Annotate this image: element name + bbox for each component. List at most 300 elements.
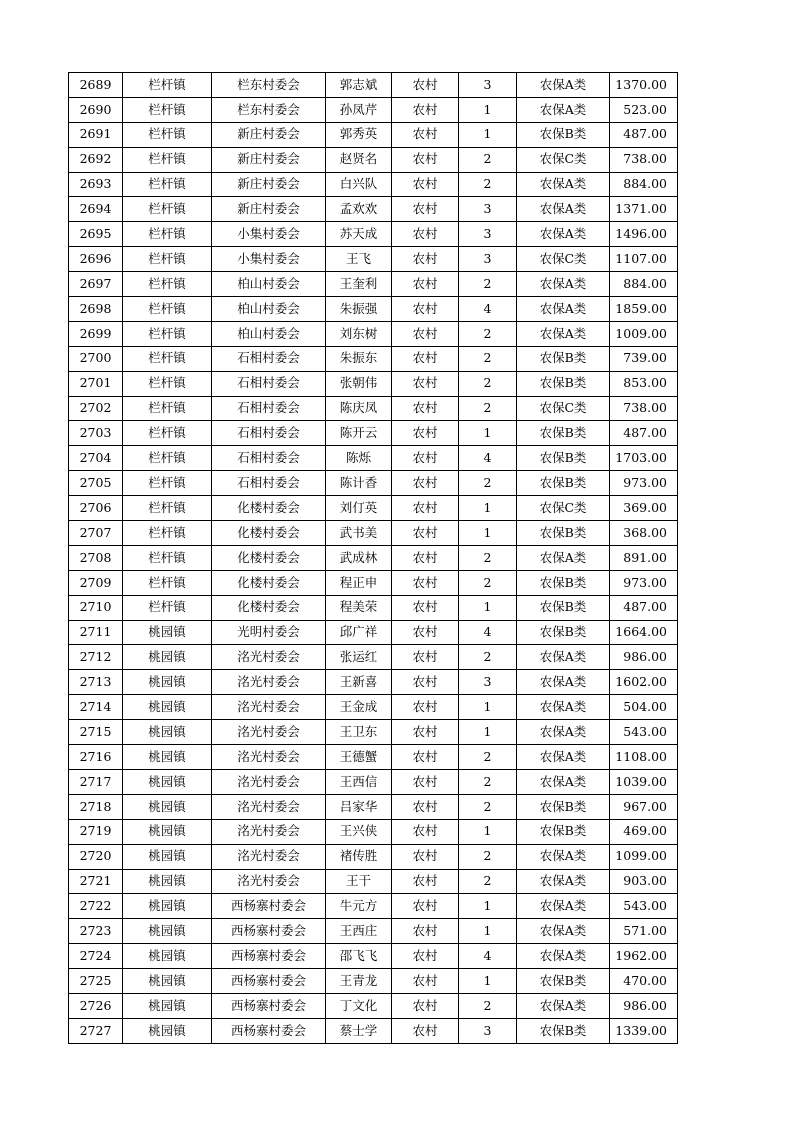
amount-cell: 986.00 xyxy=(610,645,678,670)
household-type-cell: 农村 xyxy=(392,496,459,521)
category-cell: 农保B类 xyxy=(517,794,610,819)
table-row xyxy=(69,346,678,371)
village-cell: 洺光村委会 xyxy=(212,819,326,844)
name-cell: 王干 xyxy=(326,869,392,894)
table-row xyxy=(69,944,678,969)
town-cell: 桃园镇 xyxy=(123,645,212,670)
member-count-cell: 3 xyxy=(459,222,517,247)
village-cell: 洺光村委会 xyxy=(212,695,326,720)
town-cell: 桃园镇 xyxy=(123,745,212,770)
member-count-cell: 2 xyxy=(459,272,517,297)
category-cell: 农保A类 xyxy=(517,769,610,794)
table-row xyxy=(69,272,678,297)
household-type-cell: 农村 xyxy=(392,745,459,770)
town-cell: 栏杆镇 xyxy=(123,297,212,322)
name-cell: 刘仃英 xyxy=(326,496,392,521)
member-count-cell: 1 xyxy=(459,720,517,745)
household-type-cell: 农村 xyxy=(392,545,459,570)
category-cell: 农保A类 xyxy=(517,695,610,720)
town-cell: 桃园镇 xyxy=(123,794,212,819)
category-cell: 农保A类 xyxy=(517,272,610,297)
serial-cell: 2698 xyxy=(69,297,123,322)
household-type-cell: 农村 xyxy=(392,247,459,272)
town-cell: 桃园镇 xyxy=(123,969,212,994)
village-cell: 石相村委会 xyxy=(212,446,326,471)
table-row xyxy=(69,446,678,471)
name-cell: 王新喜 xyxy=(326,670,392,695)
household-type-cell: 农村 xyxy=(392,97,459,122)
table-row xyxy=(69,197,678,222)
category-cell: 农保A类 xyxy=(517,745,610,770)
village-cell: 小集村委会 xyxy=(212,222,326,247)
category-cell: 农保A类 xyxy=(517,919,610,944)
table-row xyxy=(69,869,678,894)
village-cell: 化楼村委会 xyxy=(212,545,326,570)
name-cell: 朱振强 xyxy=(326,297,392,322)
town-cell: 桃园镇 xyxy=(123,869,212,894)
table-row xyxy=(69,969,678,994)
table-row xyxy=(69,371,678,396)
village-cell: 洺光村委会 xyxy=(212,794,326,819)
serial-cell: 2697 xyxy=(69,272,123,297)
member-count-cell: 2 xyxy=(459,371,517,396)
town-cell: 栏杆镇 xyxy=(123,595,212,620)
name-cell: 郭秀英 xyxy=(326,122,392,147)
name-cell: 武书美 xyxy=(326,521,392,546)
village-cell: 小集村委会 xyxy=(212,247,326,272)
household-type-cell: 农村 xyxy=(392,371,459,396)
serial-cell: 2695 xyxy=(69,222,123,247)
category-cell: 农保A类 xyxy=(517,297,610,322)
member-count-cell: 4 xyxy=(459,944,517,969)
name-cell: 蔡士学 xyxy=(326,1018,392,1043)
amount-cell: 973.00 xyxy=(610,471,678,496)
name-cell: 丁文化 xyxy=(326,993,392,1018)
table-row xyxy=(69,919,678,944)
member-count-cell: 1 xyxy=(459,97,517,122)
serial-cell: 2694 xyxy=(69,197,123,222)
amount-cell: 1602.00 xyxy=(610,670,678,695)
table-row xyxy=(69,894,678,919)
category-cell: 农保A类 xyxy=(517,844,610,869)
town-cell: 桃园镇 xyxy=(123,695,212,720)
amount-cell: 1108.00 xyxy=(610,745,678,770)
name-cell: 朱振东 xyxy=(326,346,392,371)
serial-cell: 2690 xyxy=(69,97,123,122)
name-cell: 程正申 xyxy=(326,570,392,595)
table-row xyxy=(69,844,678,869)
town-cell: 桃园镇 xyxy=(123,1018,212,1043)
town-cell: 栏杆镇 xyxy=(123,321,212,346)
member-count-cell: 3 xyxy=(459,670,517,695)
table-row xyxy=(69,521,678,546)
household-type-cell: 农村 xyxy=(392,869,459,894)
village-cell: 洺光村委会 xyxy=(212,844,326,869)
village-cell: 石相村委会 xyxy=(212,346,326,371)
name-cell: 吕家华 xyxy=(326,794,392,819)
category-cell: 农保B类 xyxy=(517,421,610,446)
town-cell: 桃园镇 xyxy=(123,919,212,944)
name-cell: 张运红 xyxy=(326,645,392,670)
member-count-cell: 2 xyxy=(459,645,517,670)
amount-cell: 738.00 xyxy=(610,147,678,172)
category-cell: 农保B类 xyxy=(517,570,610,595)
category-cell: 农保B类 xyxy=(517,521,610,546)
serial-cell: 2717 xyxy=(69,769,123,794)
serial-cell: 2716 xyxy=(69,745,123,770)
village-cell: 新庄村委会 xyxy=(212,172,326,197)
town-cell: 栏杆镇 xyxy=(123,122,212,147)
amount-cell: 1099.00 xyxy=(610,844,678,869)
member-count-cell: 1 xyxy=(459,122,517,147)
village-cell: 化楼村委会 xyxy=(212,570,326,595)
serial-cell: 2714 xyxy=(69,695,123,720)
amount-cell: 891.00 xyxy=(610,545,678,570)
amount-cell: 504.00 xyxy=(610,695,678,720)
table-row xyxy=(69,595,678,620)
amount-cell: 469.00 xyxy=(610,819,678,844)
serial-cell: 2721 xyxy=(69,869,123,894)
amount-cell: 470.00 xyxy=(610,969,678,994)
table-row xyxy=(69,570,678,595)
serial-cell: 2700 xyxy=(69,346,123,371)
village-cell: 柏山村委会 xyxy=(212,297,326,322)
amount-cell: 1859.00 xyxy=(610,297,678,322)
town-cell: 桃园镇 xyxy=(123,720,212,745)
name-cell: 苏天成 xyxy=(326,222,392,247)
serial-cell: 2705 xyxy=(69,471,123,496)
member-count-cell: 2 xyxy=(459,769,517,794)
category-cell: 农保B类 xyxy=(517,122,610,147)
town-cell: 栏杆镇 xyxy=(123,570,212,595)
member-count-cell: 2 xyxy=(459,745,517,770)
household-type-cell: 农村 xyxy=(392,297,459,322)
serial-cell: 2712 xyxy=(69,645,123,670)
table-row xyxy=(69,620,678,645)
table-row xyxy=(69,745,678,770)
serial-cell: 2715 xyxy=(69,720,123,745)
category-cell: 农保A类 xyxy=(517,944,610,969)
village-cell: 新庄村委会 xyxy=(212,147,326,172)
household-type-cell: 农村 xyxy=(392,272,459,297)
amount-cell: 884.00 xyxy=(610,172,678,197)
town-cell: 桃园镇 xyxy=(123,620,212,645)
category-cell: 农保A类 xyxy=(517,894,610,919)
member-count-cell: 4 xyxy=(459,297,517,322)
household-type-cell: 农村 xyxy=(392,521,459,546)
category-cell: 农保B类 xyxy=(517,346,610,371)
household-type-cell: 农村 xyxy=(392,695,459,720)
village-cell: 石相村委会 xyxy=(212,396,326,421)
household-type-cell: 农村 xyxy=(392,147,459,172)
serial-cell: 2709 xyxy=(69,570,123,595)
category-cell: 农保A类 xyxy=(517,720,610,745)
household-type-cell: 农村 xyxy=(392,595,459,620)
town-cell: 桃园镇 xyxy=(123,944,212,969)
household-type-cell: 农村 xyxy=(392,844,459,869)
amount-cell: 986.00 xyxy=(610,993,678,1018)
table-row xyxy=(69,297,678,322)
town-cell: 栏杆镇 xyxy=(123,172,212,197)
village-cell: 洺光村委会 xyxy=(212,745,326,770)
category-cell: 农保A类 xyxy=(517,222,610,247)
town-cell: 栏杆镇 xyxy=(123,197,212,222)
table-row xyxy=(69,1018,678,1043)
member-count-cell: 1 xyxy=(459,819,517,844)
member-count-cell: 1 xyxy=(459,894,517,919)
village-cell: 新庄村委会 xyxy=(212,197,326,222)
serial-cell: 2691 xyxy=(69,122,123,147)
table-row xyxy=(69,993,678,1018)
amount-cell: 1664.00 xyxy=(610,620,678,645)
table-row xyxy=(69,222,678,247)
category-cell: 农保B类 xyxy=(517,446,610,471)
member-count-cell: 1 xyxy=(459,595,517,620)
table-row xyxy=(69,396,678,421)
serial-cell: 2703 xyxy=(69,421,123,446)
amount-cell: 903.00 xyxy=(610,869,678,894)
member-count-cell: 2 xyxy=(459,570,517,595)
name-cell: 褚传胜 xyxy=(326,844,392,869)
town-cell: 栏杆镇 xyxy=(123,545,212,570)
member-count-cell: 2 xyxy=(459,396,517,421)
member-count-cell: 1 xyxy=(459,496,517,521)
name-cell: 王西庄 xyxy=(326,919,392,944)
member-count-cell: 3 xyxy=(459,73,517,98)
table-row xyxy=(69,794,678,819)
town-cell: 栏杆镇 xyxy=(123,421,212,446)
name-cell: 赵贤名 xyxy=(326,147,392,172)
table-row xyxy=(69,769,678,794)
village-cell: 柏山村委会 xyxy=(212,321,326,346)
household-type-cell: 农村 xyxy=(392,894,459,919)
name-cell: 陈计香 xyxy=(326,471,392,496)
village-cell: 石相村委会 xyxy=(212,421,326,446)
category-cell: 农保A类 xyxy=(517,869,610,894)
amount-cell: 1962.00 xyxy=(610,944,678,969)
household-type-cell: 农村 xyxy=(392,944,459,969)
serial-cell: 2689 xyxy=(69,73,123,98)
amount-cell: 1370.00 xyxy=(610,73,678,98)
amount-cell: 1371.00 xyxy=(610,197,678,222)
category-cell: 农保B类 xyxy=(517,620,610,645)
amount-cell: 369.00 xyxy=(610,496,678,521)
member-count-cell: 4 xyxy=(459,620,517,645)
category-cell: 农保B类 xyxy=(517,371,610,396)
category-cell: 农保C类 xyxy=(517,496,610,521)
town-cell: 栏杆镇 xyxy=(123,371,212,396)
serial-cell: 2719 xyxy=(69,819,123,844)
amount-cell: 738.00 xyxy=(610,396,678,421)
village-cell: 西杨寨村委会 xyxy=(212,919,326,944)
village-cell: 化楼村委会 xyxy=(212,496,326,521)
table-row xyxy=(69,97,678,122)
amount-cell: 1107.00 xyxy=(610,247,678,272)
category-cell: 农保A类 xyxy=(517,197,610,222)
table-row xyxy=(69,122,678,147)
amount-cell: 1703.00 xyxy=(610,446,678,471)
table-row xyxy=(69,471,678,496)
table-row xyxy=(69,147,678,172)
village-cell: 西杨寨村委会 xyxy=(212,1018,326,1043)
household-type-cell: 农村 xyxy=(392,73,459,98)
name-cell: 王金成 xyxy=(326,695,392,720)
name-cell: 孟欢欢 xyxy=(326,197,392,222)
serial-cell: 2707 xyxy=(69,521,123,546)
household-type-cell: 农村 xyxy=(392,670,459,695)
household-type-cell: 农村 xyxy=(392,222,459,247)
village-cell: 洺光村委会 xyxy=(212,670,326,695)
amount-cell: 571.00 xyxy=(610,919,678,944)
table-row xyxy=(69,819,678,844)
household-type-cell: 农村 xyxy=(392,421,459,446)
table-row xyxy=(69,695,678,720)
amount-cell: 523.00 xyxy=(610,97,678,122)
member-count-cell: 2 xyxy=(459,346,517,371)
category-cell: 农保B类 xyxy=(517,595,610,620)
serial-cell: 2711 xyxy=(69,620,123,645)
name-cell: 白兴队 xyxy=(326,172,392,197)
amount-cell: 1339.00 xyxy=(610,1018,678,1043)
amount-cell: 884.00 xyxy=(610,272,678,297)
name-cell: 邵飞飞 xyxy=(326,944,392,969)
village-cell: 西杨寨村委会 xyxy=(212,969,326,994)
town-cell: 栏杆镇 xyxy=(123,247,212,272)
name-cell: 刘东树 xyxy=(326,321,392,346)
household-type-cell: 农村 xyxy=(392,819,459,844)
household-type-cell: 农村 xyxy=(392,969,459,994)
serial-cell: 2722 xyxy=(69,894,123,919)
name-cell: 孙凤芹 xyxy=(326,97,392,122)
amount-cell: 1039.00 xyxy=(610,769,678,794)
amount-cell: 487.00 xyxy=(610,595,678,620)
member-count-cell: 2 xyxy=(459,869,517,894)
town-cell: 栏杆镇 xyxy=(123,73,212,98)
member-count-cell: 2 xyxy=(459,172,517,197)
name-cell: 王卫东 xyxy=(326,720,392,745)
household-type-cell: 农村 xyxy=(392,620,459,645)
household-type-cell: 农村 xyxy=(392,471,459,496)
village-cell: 柏山村委会 xyxy=(212,272,326,297)
name-cell: 郭志斌 xyxy=(326,73,392,98)
table-row xyxy=(69,670,678,695)
member-count-cell: 2 xyxy=(459,993,517,1018)
serial-cell: 2723 xyxy=(69,919,123,944)
table-row xyxy=(69,720,678,745)
household-type-cell: 农村 xyxy=(392,993,459,1018)
category-cell: 农保C类 xyxy=(517,247,610,272)
amount-cell: 487.00 xyxy=(610,122,678,147)
member-count-cell: 3 xyxy=(459,1018,517,1043)
category-cell: 农保A类 xyxy=(517,545,610,570)
serial-cell: 2720 xyxy=(69,844,123,869)
amount-cell: 1009.00 xyxy=(610,321,678,346)
category-cell: 农保A类 xyxy=(517,670,610,695)
serial-cell: 2725 xyxy=(69,969,123,994)
member-count-cell: 2 xyxy=(459,545,517,570)
name-cell: 程美荣 xyxy=(326,595,392,620)
name-cell: 王西信 xyxy=(326,769,392,794)
member-count-cell: 1 xyxy=(459,695,517,720)
category-cell: 农保A类 xyxy=(517,97,610,122)
town-cell: 栏杆镇 xyxy=(123,521,212,546)
amount-cell: 853.00 xyxy=(610,371,678,396)
household-type-cell: 农村 xyxy=(392,570,459,595)
amount-cell: 973.00 xyxy=(610,570,678,595)
name-cell: 邱广祥 xyxy=(326,620,392,645)
category-cell: 农保B类 xyxy=(517,969,610,994)
village-cell: 洺光村委会 xyxy=(212,720,326,745)
name-cell: 王青龙 xyxy=(326,969,392,994)
household-type-cell: 农村 xyxy=(392,396,459,421)
town-cell: 栏杆镇 xyxy=(123,147,212,172)
household-type-cell: 农村 xyxy=(392,1018,459,1043)
name-cell: 王兴侠 xyxy=(326,819,392,844)
table-row xyxy=(69,645,678,670)
category-cell: 农保A类 xyxy=(517,321,610,346)
serial-cell: 2726 xyxy=(69,993,123,1018)
category-cell: 农保A类 xyxy=(517,73,610,98)
member-count-cell: 2 xyxy=(459,794,517,819)
town-cell: 桃园镇 xyxy=(123,844,212,869)
category-cell: 农保A类 xyxy=(517,172,610,197)
name-cell: 陈开云 xyxy=(326,421,392,446)
village-cell: 洺光村委会 xyxy=(212,869,326,894)
serial-cell: 2693 xyxy=(69,172,123,197)
member-count-cell: 2 xyxy=(459,471,517,496)
serial-cell: 2713 xyxy=(69,670,123,695)
serial-cell: 2701 xyxy=(69,371,123,396)
name-cell: 张朝伟 xyxy=(326,371,392,396)
village-cell: 西杨寨村委会 xyxy=(212,993,326,1018)
amount-cell: 1496.00 xyxy=(610,222,678,247)
village-cell: 化楼村委会 xyxy=(212,521,326,546)
name-cell: 陈庆凤 xyxy=(326,396,392,421)
category-cell: 农保C类 xyxy=(517,147,610,172)
member-count-cell: 1 xyxy=(459,919,517,944)
town-cell: 栏杆镇 xyxy=(123,346,212,371)
town-cell: 桃园镇 xyxy=(123,894,212,919)
member-count-cell: 2 xyxy=(459,147,517,172)
name-cell: 武成林 xyxy=(326,545,392,570)
household-type-cell: 农村 xyxy=(392,794,459,819)
category-cell: 农保A类 xyxy=(517,645,610,670)
serial-cell: 2692 xyxy=(69,147,123,172)
amount-cell: 967.00 xyxy=(610,794,678,819)
village-cell: 化楼村委会 xyxy=(212,595,326,620)
village-cell: 洺光村委会 xyxy=(212,769,326,794)
household-type-cell: 农村 xyxy=(392,321,459,346)
town-cell: 桃园镇 xyxy=(123,993,212,1018)
member-count-cell: 3 xyxy=(459,197,517,222)
town-cell: 栏杆镇 xyxy=(123,446,212,471)
member-count-cell: 2 xyxy=(459,844,517,869)
amount-cell: 739.00 xyxy=(610,346,678,371)
village-cell: 西杨寨村委会 xyxy=(212,944,326,969)
town-cell: 桃园镇 xyxy=(123,819,212,844)
household-type-cell: 农村 xyxy=(392,919,459,944)
household-type-cell: 农村 xyxy=(392,446,459,471)
name-cell: 王飞 xyxy=(326,247,392,272)
serial-cell: 2724 xyxy=(69,944,123,969)
village-cell: 石相村委会 xyxy=(212,371,326,396)
serial-cell: 2702 xyxy=(69,396,123,421)
serial-cell: 2706 xyxy=(69,496,123,521)
table-row xyxy=(69,172,678,197)
category-cell: 农保A类 xyxy=(517,993,610,1018)
town-cell: 栏杆镇 xyxy=(123,272,212,297)
amount-cell: 543.00 xyxy=(610,894,678,919)
